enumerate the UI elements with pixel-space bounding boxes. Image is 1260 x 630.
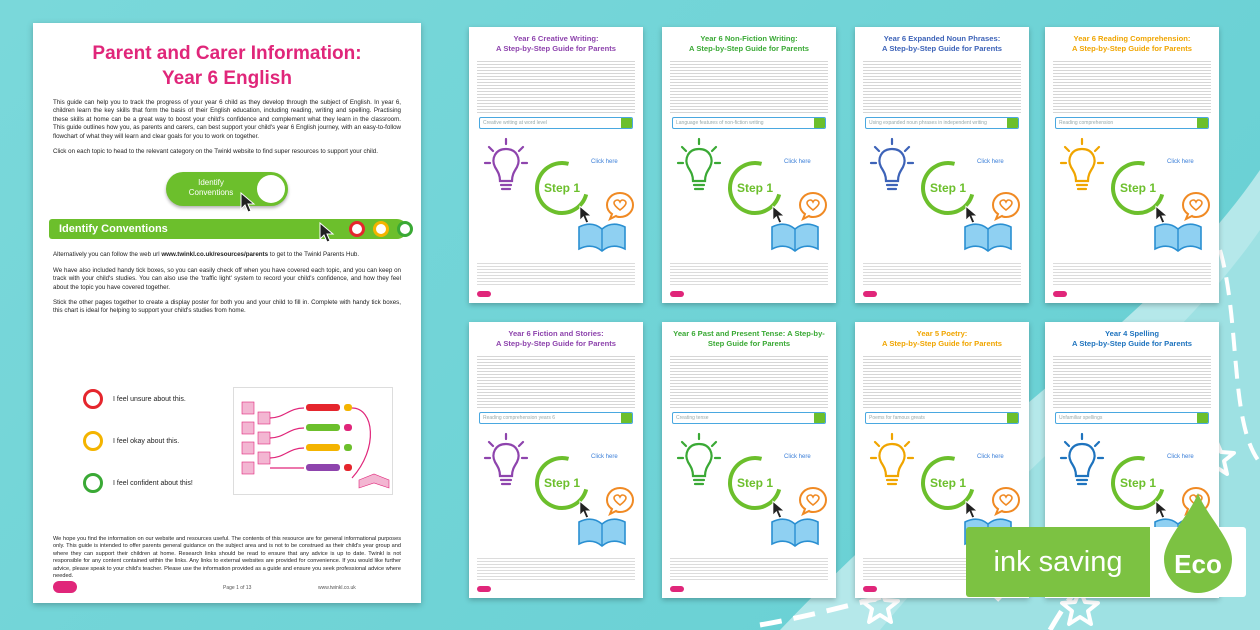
identify-button-label: Identify Conventions — [188, 178, 234, 198]
guide-thumbnail[interactable] — [469, 27, 643, 303]
legend-ring-icon[interactable] — [83, 473, 103, 493]
thumbnail-title — [855, 329, 1029, 348]
heart-speech-icon — [605, 486, 635, 516]
thumbnail-body-text — [477, 59, 635, 113]
open-book-icon — [770, 514, 820, 548]
heart-speech-icon — [1181, 191, 1211, 221]
guide-thumbnail[interactable] — [855, 27, 1029, 303]
page-title-line1: Parent and Carer Information: — [92, 43, 362, 64]
thumbnail-title-line1: Year 4 Spelling — [1104, 329, 1160, 338]
thumbnail-search-text: Reading comprehension years 6 — [483, 415, 555, 421]
thumbnail-search-box[interactable] — [865, 117, 1019, 129]
page-title — [53, 41, 401, 91]
thumbnail-title-line2: A Step-by-Step Guide for Parents — [689, 43, 809, 53]
thumbnail-search-box[interactable] — [865, 412, 1019, 424]
legend-ring-icon[interactable] — [83, 389, 103, 409]
search-go-icon[interactable] — [621, 117, 633, 129]
search-go-icon[interactable] — [814, 117, 826, 129]
poster-paragraph: Stick the other pages together to create a display poster for both you and your child to fill in. Complete with handy tick boxes, this chart is ideal for helping to support your child's studies from home. — [53, 299, 401, 315]
eco-drop — [1150, 527, 1246, 597]
thumbnail-title-line1: Year 6 Non-Fiction Writing: — [700, 34, 798, 43]
thumbnail-title — [1045, 329, 1219, 348]
legend-label: I feel confident about this! — [113, 479, 193, 487]
thumbnail-footer-text — [477, 556, 635, 582]
twinkl-logo — [1053, 291, 1067, 297]
heart-speech-icon — [798, 191, 828, 221]
thumbnail-footer — [670, 586, 828, 592]
twinkl-logo — [670, 586, 684, 592]
thumbnail-footer-text — [1053, 261, 1211, 287]
step-label: Step 1 — [543, 476, 580, 490]
search-go-icon[interactable] — [1007, 412, 1019, 424]
thumbnail-title-line2: Step Guide for Parents — [707, 338, 791, 348]
open-book-icon — [1153, 219, 1203, 253]
thumbnail-search-text: Poems for famous greats — [869, 415, 925, 421]
tick-box-paragraph: We have also included handy tick boxes, so you can easily check off when you have covered each topic, and you can keep on track with your child's studies. You can also use the 'traffic light' system to record your child's confidence, and how they feel about the topic you have covered together. — [53, 266, 401, 291]
thumbnail-search-box[interactable] — [1055, 117, 1209, 129]
step-label: Step 1 — [1119, 181, 1156, 195]
thumbnail-footer — [670, 291, 828, 297]
step-label: Step 1 — [736, 181, 773, 195]
lightbulb-icon — [869, 137, 915, 193]
twinkl-logo — [670, 291, 684, 297]
thumbnail-body-text — [670, 59, 828, 113]
step-label: Step 1 — [543, 181, 580, 195]
lightbulb-icon — [1059, 432, 1105, 488]
eco-label: Eco — [1174, 549, 1222, 579]
legend-label: I feel unsure about this. — [113, 395, 186, 403]
heart-speech-icon — [798, 486, 828, 516]
thumbnail-search-box[interactable] — [479, 117, 633, 129]
thumbnail-title — [662, 34, 836, 53]
lightbulb-icon — [483, 432, 529, 488]
thumbnail-footer-text — [670, 261, 828, 287]
footer-url[interactable]: www.twinkl.co.uk — [318, 585, 356, 591]
thumbnail-search-text: Using expanded noun phrases in independent writing — [869, 120, 987, 126]
step-label: Step 1 — [1119, 476, 1156, 490]
alt-text-after: to get to the Twinkl Parents Hub. — [268, 251, 360, 259]
page-title-line2: Year 6 English — [162, 68, 292, 89]
poster-preview-image — [233, 387, 393, 495]
open-book-icon — [963, 219, 1013, 253]
click-here-label[interactable]: Click here — [591, 159, 618, 165]
traffic-light-amber[interactable] — [373, 221, 389, 237]
open-book-icon — [577, 514, 627, 548]
thumbnail-title-line1: Year 6 Reading Comprehension: — [1073, 34, 1191, 43]
twinkl-logo — [863, 586, 877, 592]
click-here-label[interactable]: Click here — [1167, 454, 1194, 460]
thumbnail-title-line1: Year 6 Creative Writing: — [513, 34, 599, 43]
thumbnail-title-line2: A Step-by-Step Guide for Parents — [882, 43, 1002, 53]
thumbnail-footer-text — [670, 556, 828, 582]
main-info-page — [33, 23, 421, 603]
thumbnail-title — [469, 34, 643, 53]
alt-text-before: Alternatively you can follow the web url — [53, 251, 162, 259]
search-go-icon[interactable] — [1197, 117, 1209, 129]
search-go-icon[interactable] — [1197, 412, 1209, 424]
lightbulb-icon — [676, 137, 722, 193]
click-here-label[interactable]: Click here — [977, 454, 1004, 460]
traffic-light-red[interactable] — [349, 221, 365, 237]
guide-thumbnail[interactable] — [469, 322, 643, 598]
thumbnail-body-text — [863, 59, 1021, 113]
heart-speech-icon — [991, 486, 1021, 516]
thumbnail-search-box[interactable] — [672, 117, 826, 129]
thumbnail-search-box[interactable] — [479, 412, 633, 424]
disclaimer-text: We hope you find the information on our website and resources useful. The contents of this resource are for general informational purposes only. This guide is intended to offer parents general guidance on the subject area and is not to be construed as their child's year group and where they can support their children at home. Research links should be read to ensure that any advice is up to date. Twinkl is not responsible for any content contained within the links. Any links to external websites are provided for convenience. If you would like further advice, please speak to your child's teacher. Please use the information provided as a guide and ensure you seek professional advice where needed. — [53, 536, 401, 580]
click-here-label[interactable]: Click here — [977, 159, 1004, 165]
thumbnail-footer — [477, 586, 635, 592]
intro-paragraph: This guide can help you to track the progress of your year 6 child as they develop through the subject of English. In year 6, children learn the key skills that form the basis of their English education, including reading, writing and spelling. Practising these skills at home can be a great way to boost your child's confidence and complement what they learn in the classroom. This guide outlines how you, as parents and carers, can best support your child's year 6 English journey, with an easy-to-follow flowchart of what they will learn and clear goals for you to work on together. — [53, 99, 401, 140]
legend-label: I feel okay about this. — [113, 437, 180, 445]
heart-speech-icon — [991, 191, 1021, 221]
search-go-icon[interactable] — [1007, 117, 1019, 129]
thumbnail-title-line2: A Step-by-Step Guide for Parents — [496, 338, 616, 348]
parents-hub-link[interactable]: www.twinkl.co.uk/resources/parents — [161, 251, 269, 259]
thumbnail-body-text — [1053, 354, 1211, 408]
twinkl-logo — [53, 581, 77, 593]
search-go-icon[interactable] — [814, 412, 826, 424]
thumbnail-title-line2: A Step-by-Step Guide for Parents — [882, 338, 1002, 348]
click-here-label[interactable]: Click here — [591, 454, 618, 460]
thumbnail-title — [469, 329, 643, 348]
twinkl-logo — [477, 586, 491, 592]
guide-thumbnail[interactable] — [1045, 27, 1219, 303]
open-book-icon — [770, 219, 820, 253]
thumbnail-title-line1: Year 6 Past and Present Tense: A Step-by- — [673, 329, 825, 338]
click-here-label[interactable]: Click here — [784, 159, 811, 165]
click-here-label[interactable]: Click here — [1167, 159, 1194, 165]
step-label: Step 1 — [736, 476, 773, 490]
ink-saving-eco-badge — [966, 527, 1246, 597]
thumbnail-search-text: Creating tense — [676, 415, 709, 421]
thumbnail-search-text: Language features of non-fiction writing — [676, 120, 764, 126]
open-book-icon — [577, 219, 627, 253]
lightbulb-icon — [869, 432, 915, 488]
thumbnail-title-line1: Year 5 Poetry: — [916, 329, 968, 338]
thumbnail-body-text — [670, 354, 828, 408]
lightbulb-icon — [676, 432, 722, 488]
thumbnail-search-text: Creative writing at word level — [483, 120, 547, 126]
conventions-bar[interactable] — [49, 219, 407, 239]
thumbnail-title — [662, 329, 836, 348]
thumbnail-footer-text — [477, 261, 635, 287]
thumbnail-title-line2: A Step-by-Step Guide for Parents — [1072, 43, 1192, 53]
lightbulb-icon — [1059, 137, 1105, 193]
lightbulb-icon — [483, 137, 529, 193]
alternative-url-paragraph — [53, 251, 401, 259]
heart-speech-icon — [605, 191, 635, 221]
thumbnail-search-box[interactable] — [1055, 412, 1209, 424]
thumbnail-title-line1: Year 6 Fiction and Stories: — [508, 329, 604, 338]
identify-conventions-button[interactable] — [166, 172, 288, 206]
legend-row — [83, 389, 186, 409]
thumbnail-search-text: Reading comprehension — [1059, 120, 1114, 126]
thumbnail-footer — [1053, 291, 1211, 297]
thumbnail-footer-text — [863, 261, 1021, 287]
thumbnail-search-text: Unfamiliar spellings — [1059, 415, 1103, 421]
guide-thumbnail[interactable] — [662, 322, 836, 598]
thumbnail-body-text — [863, 354, 1021, 408]
step-label: Step 1 — [929, 181, 966, 195]
legend-row — [83, 431, 179, 451]
page-number: Page 1 of 13 — [223, 585, 252, 591]
thumbnail-body-text — [1053, 59, 1211, 113]
click-here-label[interactable]: Click here — [784, 454, 811, 460]
thumbnail-title-line2: A Step-by-Step Guide for Parents — [1072, 338, 1192, 348]
thumbnail-title — [1045, 34, 1219, 53]
guide-thumbnail[interactable] — [662, 27, 836, 303]
click-instructions: Click on each topic to head to the relevant category on the Twinkl website to find super resources to support your child. — [53, 148, 378, 156]
thumbnail-title — [855, 34, 1029, 53]
twinkl-logo — [863, 291, 877, 297]
traffic-light-green[interactable] — [397, 221, 413, 237]
page-footer — [53, 581, 401, 595]
ink-saving-label: ink saving — [966, 527, 1150, 597]
thumbnail-footer — [863, 291, 1021, 297]
step-label: Step 1 — [929, 476, 966, 490]
legend-row — [83, 473, 193, 493]
thumbnail-title-line1: Year 6 Expanded Noun Phrases: — [883, 34, 1001, 43]
legend-ring-icon[interactable] — [83, 431, 103, 451]
search-go-icon[interactable] — [621, 412, 633, 424]
thumbnail-body-text — [477, 354, 635, 408]
twinkl-logo — [477, 291, 491, 297]
thumbnail-footer — [477, 291, 635, 297]
thumbnail-search-box[interactable] — [672, 412, 826, 424]
conventions-bar-label: Identify Conventions — [59, 223, 168, 236]
toggle-knob — [257, 175, 285, 203]
thumbnail-title-line2: A Step-by-Step Guide for Parents — [496, 43, 616, 53]
